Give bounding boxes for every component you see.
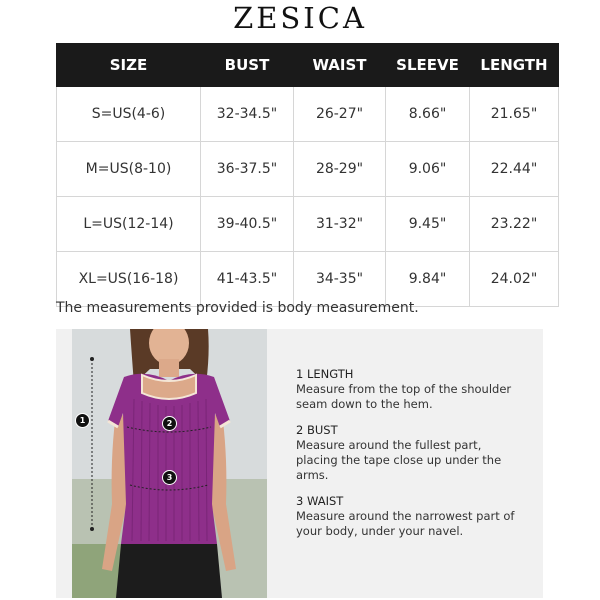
instruction-length — [296, 367, 526, 412]
instruction-text: Measure from the top of the shoulder seam down to the hem. — [296, 382, 512, 411]
instruction-title: 2 BUST — [296, 423, 338, 437]
header-length: LENGTH — [470, 44, 559, 87]
table-header-row — [57, 44, 559, 87]
instruction-bust — [296, 423, 526, 483]
measurement-note: The measurements provided is body measurement. — [56, 300, 419, 316]
instruction-text: Measure around the fullest part, placing the tape close up under the arms. — [296, 438, 502, 482]
brand-logo: ZESICA — [233, 1, 367, 35]
marker-length: 1 — [75, 413, 90, 428]
cell-length: 23.22" — [470, 197, 559, 252]
instruction-text: Measure around the narrowest part of your body, under your navel. — [296, 509, 515, 538]
cell-sleeve: 9.45" — [386, 197, 470, 252]
header-waist: WAIST — [294, 44, 386, 87]
model-figure-illustration — [72, 329, 267, 598]
cell-length: 22.44" — [470, 142, 559, 197]
cell-waist: 26-27" — [294, 87, 386, 142]
cell-size: M=US(8-10) — [57, 142, 201, 197]
measurement-instructions — [296, 367, 526, 550]
cell-bust: 36-37.5" — [201, 142, 294, 197]
header-size: SIZE — [57, 44, 201, 87]
cell-size: S=US(4-6) — [57, 87, 201, 142]
cell-bust: 41-43.5" — [201, 252, 294, 307]
marker-bust: 2 — [162, 416, 177, 431]
table-row — [57, 197, 559, 252]
instruction-title: 3 WAIST — [296, 494, 344, 508]
model-photo — [72, 329, 267, 598]
cell-sleeve: 9.84" — [386, 252, 470, 307]
cell-bust: 32-34.5" — [201, 87, 294, 142]
cell-waist: 28-29" — [294, 142, 386, 197]
cell-length: 24.02" — [470, 252, 559, 307]
cell-sleeve: 8.66" — [386, 87, 470, 142]
header-bust: BUST — [201, 44, 294, 87]
measurement-guide-panel — [56, 329, 543, 598]
cell-length: 21.65" — [470, 87, 559, 142]
marker-waist: 3 — [162, 470, 177, 485]
size-chart-table — [56, 43, 559, 307]
cell-sleeve: 9.06" — [386, 142, 470, 197]
instruction-title: 1 LENGTH — [296, 367, 354, 381]
cell-waist: 31-32" — [294, 197, 386, 252]
cell-bust: 39-40.5" — [201, 197, 294, 252]
table-row — [57, 87, 559, 142]
header-sleeve: SLEEVE — [386, 44, 470, 87]
table-row — [57, 252, 559, 307]
cell-size: L=US(12-14) — [57, 197, 201, 252]
instruction-waist — [296, 494, 526, 539]
cell-size: XL=US(16-18) — [57, 252, 201, 307]
cell-waist: 34-35" — [294, 252, 386, 307]
table-row — [57, 142, 559, 197]
